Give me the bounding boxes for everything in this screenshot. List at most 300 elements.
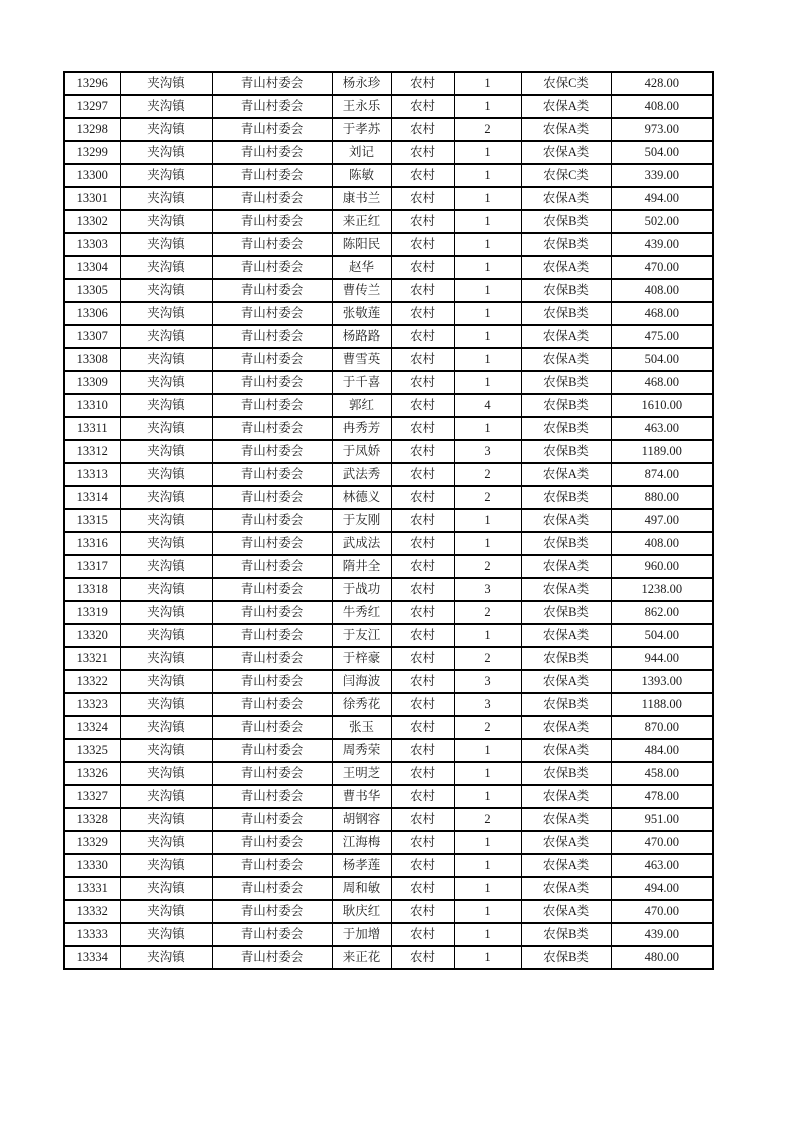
table-row <box>64 187 713 210</box>
cell-person-name: 武成法 <box>332 532 391 555</box>
cell-person-count: 1 <box>454 739 521 762</box>
cell-serial-number: 13323 <box>64 693 120 716</box>
cell-person-count: 3 <box>454 670 521 693</box>
cell-town: 夹沟镇 <box>120 854 212 877</box>
cell-insurance-category: 农保A类 <box>521 463 611 486</box>
cell-person-count: 1 <box>454 923 521 946</box>
cell-amount: 480.00 <box>611 946 713 969</box>
cell-town: 夹沟镇 <box>120 509 212 532</box>
cell-residence-type: 农村 <box>391 210 454 233</box>
cell-insurance-category: 农保A类 <box>521 256 611 279</box>
cell-person-count: 1 <box>454 256 521 279</box>
cell-insurance-category: 农保B类 <box>521 394 611 417</box>
cell-person-count: 1 <box>454 877 521 900</box>
cell-insurance-category: 农保B类 <box>521 371 611 394</box>
cell-residence-type: 农村 <box>391 877 454 900</box>
cell-residence-type: 农村 <box>391 693 454 716</box>
cell-person-count: 1 <box>454 72 521 95</box>
cell-insurance-category: 农保B类 <box>521 233 611 256</box>
cell-person-name: 胡钢容 <box>332 808 391 831</box>
cell-town: 夹沟镇 <box>120 417 212 440</box>
table-row <box>64 486 713 509</box>
cell-amount: 439.00 <box>611 233 713 256</box>
cell-residence-type: 农村 <box>391 601 454 624</box>
cell-person-name: 于战功 <box>332 578 391 601</box>
cell-person-name: 江海梅 <box>332 831 391 854</box>
cell-amount: 1188.00 <box>611 693 713 716</box>
table-row <box>64 946 713 969</box>
cell-person-name: 陈敏 <box>332 164 391 187</box>
table-row <box>64 279 713 302</box>
cell-serial-number: 13305 <box>64 279 120 302</box>
cell-person-name: 隋井全 <box>332 555 391 578</box>
cell-insurance-category: 农保A类 <box>521 670 611 693</box>
cell-person-name: 于凤娇 <box>332 440 391 463</box>
cell-village-committee: 青山村委会 <box>212 578 332 601</box>
cell-serial-number: 13308 <box>64 348 120 371</box>
cell-town: 夹沟镇 <box>120 440 212 463</box>
cell-residence-type: 农村 <box>391 785 454 808</box>
cell-amount: 944.00 <box>611 647 713 670</box>
cell-serial-number: 13333 <box>64 923 120 946</box>
cell-insurance-category: 农保A类 <box>521 831 611 854</box>
cell-serial-number: 13321 <box>64 647 120 670</box>
cell-village-committee: 青山村委会 <box>212 233 332 256</box>
cell-village-committee: 青山村委会 <box>212 532 332 555</box>
table-row <box>64 716 713 739</box>
cell-insurance-category: 农保A类 <box>521 555 611 578</box>
cell-person-count: 1 <box>454 417 521 440</box>
cell-person-count: 1 <box>454 164 521 187</box>
cell-person-name: 康书兰 <box>332 187 391 210</box>
table-row <box>64 210 713 233</box>
table-row <box>64 463 713 486</box>
cell-person-name: 牛秀红 <box>332 601 391 624</box>
cell-village-committee: 青山村委会 <box>212 210 332 233</box>
cell-town: 夹沟镇 <box>120 601 212 624</box>
cell-person-count: 1 <box>454 785 521 808</box>
cell-amount: 463.00 <box>611 417 713 440</box>
cell-residence-type: 农村 <box>391 923 454 946</box>
cell-amount: 1393.00 <box>611 670 713 693</box>
cell-town: 夹沟镇 <box>120 693 212 716</box>
cell-residence-type: 农村 <box>391 233 454 256</box>
table-row <box>64 72 713 95</box>
cell-insurance-category: 农保A类 <box>521 118 611 141</box>
cell-insurance-category: 农保A类 <box>521 187 611 210</box>
cell-serial-number: 13307 <box>64 325 120 348</box>
cell-amount: 504.00 <box>611 141 713 164</box>
cell-serial-number: 13312 <box>64 440 120 463</box>
cell-amount: 339.00 <box>611 164 713 187</box>
cell-village-committee: 青山村委会 <box>212 923 332 946</box>
cell-village-committee: 青山村委会 <box>212 302 332 325</box>
cell-person-name: 耿庆红 <box>332 900 391 923</box>
cell-town: 夹沟镇 <box>120 532 212 555</box>
cell-insurance-category: 农保B类 <box>521 693 611 716</box>
cell-amount: 408.00 <box>611 279 713 302</box>
cell-village-committee: 青山村委会 <box>212 877 332 900</box>
cell-person-count: 1 <box>454 279 521 302</box>
cell-amount: 484.00 <box>611 739 713 762</box>
cell-town: 夹沟镇 <box>120 394 212 417</box>
cell-amount: 1189.00 <box>611 440 713 463</box>
cell-person-count: 2 <box>454 647 521 670</box>
cell-amount: 502.00 <box>611 210 713 233</box>
cell-insurance-category: 农保A类 <box>521 739 611 762</box>
cell-insurance-category: 农保B类 <box>521 440 611 463</box>
cell-insurance-category: 农保A类 <box>521 95 611 118</box>
table-row <box>64 578 713 601</box>
cell-person-name: 张玉 <box>332 716 391 739</box>
table-row <box>64 762 713 785</box>
cell-residence-type: 农村 <box>391 95 454 118</box>
cell-person-count: 1 <box>454 532 521 555</box>
cell-amount: 874.00 <box>611 463 713 486</box>
cell-amount: 494.00 <box>611 877 713 900</box>
cell-serial-number: 13322 <box>64 670 120 693</box>
cell-serial-number: 13300 <box>64 164 120 187</box>
cell-town: 夹沟镇 <box>120 785 212 808</box>
cell-insurance-category: 农保A类 <box>521 141 611 164</box>
cell-person-name: 于梓豪 <box>332 647 391 670</box>
cell-village-committee: 青山村委会 <box>212 647 332 670</box>
cell-amount: 475.00 <box>611 325 713 348</box>
cell-residence-type: 农村 <box>391 279 454 302</box>
cell-residence-type: 农村 <box>391 532 454 555</box>
cell-town: 夹沟镇 <box>120 762 212 785</box>
cell-person-name: 曹雪英 <box>332 348 391 371</box>
cell-town: 夹沟镇 <box>120 141 212 164</box>
cell-residence-type: 农村 <box>391 716 454 739</box>
cell-serial-number: 13327 <box>64 785 120 808</box>
cell-town: 夹沟镇 <box>120 348 212 371</box>
cell-town: 夹沟镇 <box>120 900 212 923</box>
cell-residence-type: 农村 <box>391 670 454 693</box>
cell-person-name: 杨孝莲 <box>332 854 391 877</box>
cell-person-name: 闫海波 <box>332 670 391 693</box>
cell-amount: 504.00 <box>611 348 713 371</box>
cell-person-count: 1 <box>454 187 521 210</box>
cell-amount: 862.00 <box>611 601 713 624</box>
table-row <box>64 325 713 348</box>
table-row <box>64 900 713 923</box>
cell-person-name: 王明芝 <box>332 762 391 785</box>
cell-village-committee: 青山村委会 <box>212 486 332 509</box>
table-row <box>64 601 713 624</box>
cell-person-count: 1 <box>454 831 521 854</box>
cell-amount: 497.00 <box>611 509 713 532</box>
cell-residence-type: 农村 <box>391 394 454 417</box>
cell-insurance-category: 农保A类 <box>521 854 611 877</box>
cell-village-committee: 青山村委会 <box>212 394 332 417</box>
cell-village-committee: 青山村委会 <box>212 831 332 854</box>
insurance-roster-table <box>63 71 714 970</box>
cell-serial-number: 13302 <box>64 210 120 233</box>
cell-person-name: 赵华 <box>332 256 391 279</box>
cell-person-count: 2 <box>454 118 521 141</box>
cell-residence-type: 农村 <box>391 325 454 348</box>
table-row <box>64 532 713 555</box>
cell-residence-type: 农村 <box>391 509 454 532</box>
table-row <box>64 831 713 854</box>
cell-village-committee: 青山村委会 <box>212 95 332 118</box>
table-row <box>64 693 713 716</box>
cell-serial-number: 13303 <box>64 233 120 256</box>
cell-residence-type: 农村 <box>391 187 454 210</box>
cell-town: 夹沟镇 <box>120 325 212 348</box>
cell-town: 夹沟镇 <box>120 555 212 578</box>
cell-village-committee: 青山村委会 <box>212 716 332 739</box>
table-row <box>64 164 713 187</box>
cell-village-committee: 青山村委会 <box>212 785 332 808</box>
cell-town: 夹沟镇 <box>120 302 212 325</box>
cell-person-name: 陈阳民 <box>332 233 391 256</box>
cell-amount: 951.00 <box>611 808 713 831</box>
cell-person-name: 林德义 <box>332 486 391 509</box>
cell-village-committee: 青山村委会 <box>212 555 332 578</box>
cell-serial-number: 13328 <box>64 808 120 831</box>
cell-amount: 1610.00 <box>611 394 713 417</box>
cell-amount: 468.00 <box>611 302 713 325</box>
cell-person-name: 周和敏 <box>332 877 391 900</box>
cell-town: 夹沟镇 <box>120 279 212 302</box>
cell-person-name: 王永乐 <box>332 95 391 118</box>
cell-residence-type: 农村 <box>391 440 454 463</box>
cell-residence-type: 农村 <box>391 739 454 762</box>
cell-amount: 468.00 <box>611 371 713 394</box>
cell-village-committee: 青山村委会 <box>212 762 332 785</box>
cell-person-count: 4 <box>454 394 521 417</box>
cell-serial-number: 13320 <box>64 624 120 647</box>
cell-insurance-category: 农保B类 <box>521 923 611 946</box>
table-row <box>64 624 713 647</box>
cell-amount: 470.00 <box>611 900 713 923</box>
cell-town: 夹沟镇 <box>120 256 212 279</box>
cell-amount: 439.00 <box>611 923 713 946</box>
cell-serial-number: 13313 <box>64 463 120 486</box>
cell-village-committee: 青山村委会 <box>212 325 332 348</box>
table-row <box>64 555 713 578</box>
cell-person-count: 1 <box>454 371 521 394</box>
cell-residence-type: 农村 <box>391 118 454 141</box>
cell-serial-number: 13326 <box>64 762 120 785</box>
cell-amount: 470.00 <box>611 831 713 854</box>
cell-person-name: 徐秀花 <box>332 693 391 716</box>
cell-serial-number: 13301 <box>64 187 120 210</box>
cell-village-committee: 青山村委会 <box>212 670 332 693</box>
table-row <box>64 371 713 394</box>
cell-residence-type: 农村 <box>391 762 454 785</box>
cell-person-name: 于加增 <box>332 923 391 946</box>
table-row <box>64 302 713 325</box>
cell-person-count: 2 <box>454 716 521 739</box>
cell-insurance-category: 农保A类 <box>521 716 611 739</box>
cell-insurance-category: 农保B类 <box>521 647 611 670</box>
cell-residence-type: 农村 <box>391 900 454 923</box>
cell-insurance-category: 农保B类 <box>521 486 611 509</box>
cell-serial-number: 13306 <box>64 302 120 325</box>
cell-amount: 408.00 <box>611 532 713 555</box>
cell-residence-type: 农村 <box>391 624 454 647</box>
cell-person-count: 1 <box>454 348 521 371</box>
cell-serial-number: 13332 <box>64 900 120 923</box>
cell-person-count: 1 <box>454 302 521 325</box>
cell-village-committee: 青山村委会 <box>212 808 332 831</box>
cell-person-name: 刘记 <box>332 141 391 164</box>
cell-village-committee: 青山村委会 <box>212 279 332 302</box>
cell-person-count: 1 <box>454 95 521 118</box>
cell-village-committee: 青山村委会 <box>212 141 332 164</box>
cell-village-committee: 青山村委会 <box>212 348 332 371</box>
cell-residence-type: 农村 <box>391 808 454 831</box>
table-row <box>64 141 713 164</box>
cell-serial-number: 13318 <box>64 578 120 601</box>
cell-person-count: 1 <box>454 325 521 348</box>
cell-town: 夹沟镇 <box>120 164 212 187</box>
table-row <box>64 348 713 371</box>
cell-insurance-category: 农保A类 <box>521 808 611 831</box>
cell-town: 夹沟镇 <box>120 118 212 141</box>
cell-person-name: 杨永珍 <box>332 72 391 95</box>
cell-town: 夹沟镇 <box>120 95 212 118</box>
table-row <box>64 808 713 831</box>
cell-town: 夹沟镇 <box>120 808 212 831</box>
cell-person-count: 1 <box>454 141 521 164</box>
cell-amount: 463.00 <box>611 854 713 877</box>
cell-town: 夹沟镇 <box>120 923 212 946</box>
cell-insurance-category: 农保A类 <box>521 509 611 532</box>
cell-serial-number: 13296 <box>64 72 120 95</box>
cell-serial-number: 13319 <box>64 601 120 624</box>
cell-person-name: 于千喜 <box>332 371 391 394</box>
cell-village-committee: 青山村委会 <box>212 187 332 210</box>
cell-town: 夹沟镇 <box>120 187 212 210</box>
cell-amount: 408.00 <box>611 95 713 118</box>
cell-town: 夹沟镇 <box>120 877 212 900</box>
cell-amount: 428.00 <box>611 72 713 95</box>
cell-person-count: 3 <box>454 440 521 463</box>
cell-town: 夹沟镇 <box>120 670 212 693</box>
cell-serial-number: 13329 <box>64 831 120 854</box>
cell-town: 夹沟镇 <box>120 716 212 739</box>
cell-insurance-category: 农保B类 <box>521 946 611 969</box>
cell-insurance-category: 农保B类 <box>521 762 611 785</box>
cell-insurance-category: 农保B类 <box>521 279 611 302</box>
cell-person-name: 曹书华 <box>332 785 391 808</box>
cell-residence-type: 农村 <box>391 302 454 325</box>
cell-residence-type: 农村 <box>391 463 454 486</box>
cell-town: 夹沟镇 <box>120 946 212 969</box>
cell-person-name: 于孝苏 <box>332 118 391 141</box>
cell-village-committee: 青山村委会 <box>212 164 332 187</box>
cell-person-name: 于友刚 <box>332 509 391 532</box>
cell-town: 夹沟镇 <box>120 463 212 486</box>
cell-amount: 470.00 <box>611 256 713 279</box>
cell-person-count: 2 <box>454 555 521 578</box>
cell-serial-number: 13311 <box>64 417 120 440</box>
cell-insurance-category: 农保B类 <box>521 302 611 325</box>
cell-person-count: 1 <box>454 233 521 256</box>
cell-residence-type: 农村 <box>391 348 454 371</box>
table-row <box>64 785 713 808</box>
cell-serial-number: 13330 <box>64 854 120 877</box>
cell-village-committee: 青山村委会 <box>212 371 332 394</box>
cell-insurance-category: 农保B类 <box>521 210 611 233</box>
cell-person-count: 3 <box>454 578 521 601</box>
cell-residence-type: 农村 <box>391 486 454 509</box>
cell-person-count: 1 <box>454 946 521 969</box>
table-row <box>64 417 713 440</box>
table-row <box>64 95 713 118</box>
cell-town: 夹沟镇 <box>120 578 212 601</box>
cell-insurance-category: 农保C类 <box>521 72 611 95</box>
cell-village-committee: 青山村委会 <box>212 440 332 463</box>
table-row <box>64 670 713 693</box>
cell-amount: 880.00 <box>611 486 713 509</box>
cell-person-count: 1 <box>454 762 521 785</box>
cell-town: 夹沟镇 <box>120 371 212 394</box>
cell-amount: 478.00 <box>611 785 713 808</box>
cell-person-name: 于友江 <box>332 624 391 647</box>
cell-person-count: 2 <box>454 463 521 486</box>
cell-person-name: 武法秀 <box>332 463 391 486</box>
cell-insurance-category: 农保C类 <box>521 164 611 187</box>
cell-residence-type: 农村 <box>391 555 454 578</box>
table-row <box>64 256 713 279</box>
cell-person-count: 1 <box>454 854 521 877</box>
cell-serial-number: 13325 <box>64 739 120 762</box>
cell-insurance-category: 农保A类 <box>521 900 611 923</box>
cell-insurance-category: 农保A类 <box>521 325 611 348</box>
cell-residence-type: 农村 <box>391 371 454 394</box>
cell-town: 夹沟镇 <box>120 210 212 233</box>
cell-village-committee: 青山村委会 <box>212 72 332 95</box>
cell-person-count: 1 <box>454 624 521 647</box>
cell-village-committee: 青山村委会 <box>212 693 332 716</box>
cell-insurance-category: 农保A类 <box>521 578 611 601</box>
cell-residence-type: 农村 <box>391 256 454 279</box>
cell-town: 夹沟镇 <box>120 647 212 670</box>
cell-village-committee: 青山村委会 <box>212 854 332 877</box>
cell-insurance-category: 农保B类 <box>521 601 611 624</box>
cell-town: 夹沟镇 <box>120 624 212 647</box>
table-row <box>64 647 713 670</box>
cell-town: 夹沟镇 <box>120 831 212 854</box>
table-row <box>64 509 713 532</box>
cell-amount: 494.00 <box>611 187 713 210</box>
cell-person-count: 1 <box>454 210 521 233</box>
cell-town: 夹沟镇 <box>120 739 212 762</box>
cell-amount: 504.00 <box>611 624 713 647</box>
cell-insurance-category: 农保B类 <box>521 532 611 555</box>
cell-village-committee: 青山村委会 <box>212 417 332 440</box>
cell-residence-type: 农村 <box>391 854 454 877</box>
cell-residence-type: 农村 <box>391 417 454 440</box>
cell-person-name: 来正红 <box>332 210 391 233</box>
cell-residence-type: 农村 <box>391 946 454 969</box>
cell-village-committee: 青山村委会 <box>212 601 332 624</box>
cell-serial-number: 13317 <box>64 555 120 578</box>
cell-serial-number: 13315 <box>64 509 120 532</box>
cell-serial-number: 13324 <box>64 716 120 739</box>
cell-insurance-category: 农保A类 <box>521 348 611 371</box>
cell-insurance-category: 农保A类 <box>521 624 611 647</box>
table-row <box>64 394 713 417</box>
cell-town: 夹沟镇 <box>120 233 212 256</box>
cell-serial-number: 13309 <box>64 371 120 394</box>
cell-person-count: 1 <box>454 900 521 923</box>
